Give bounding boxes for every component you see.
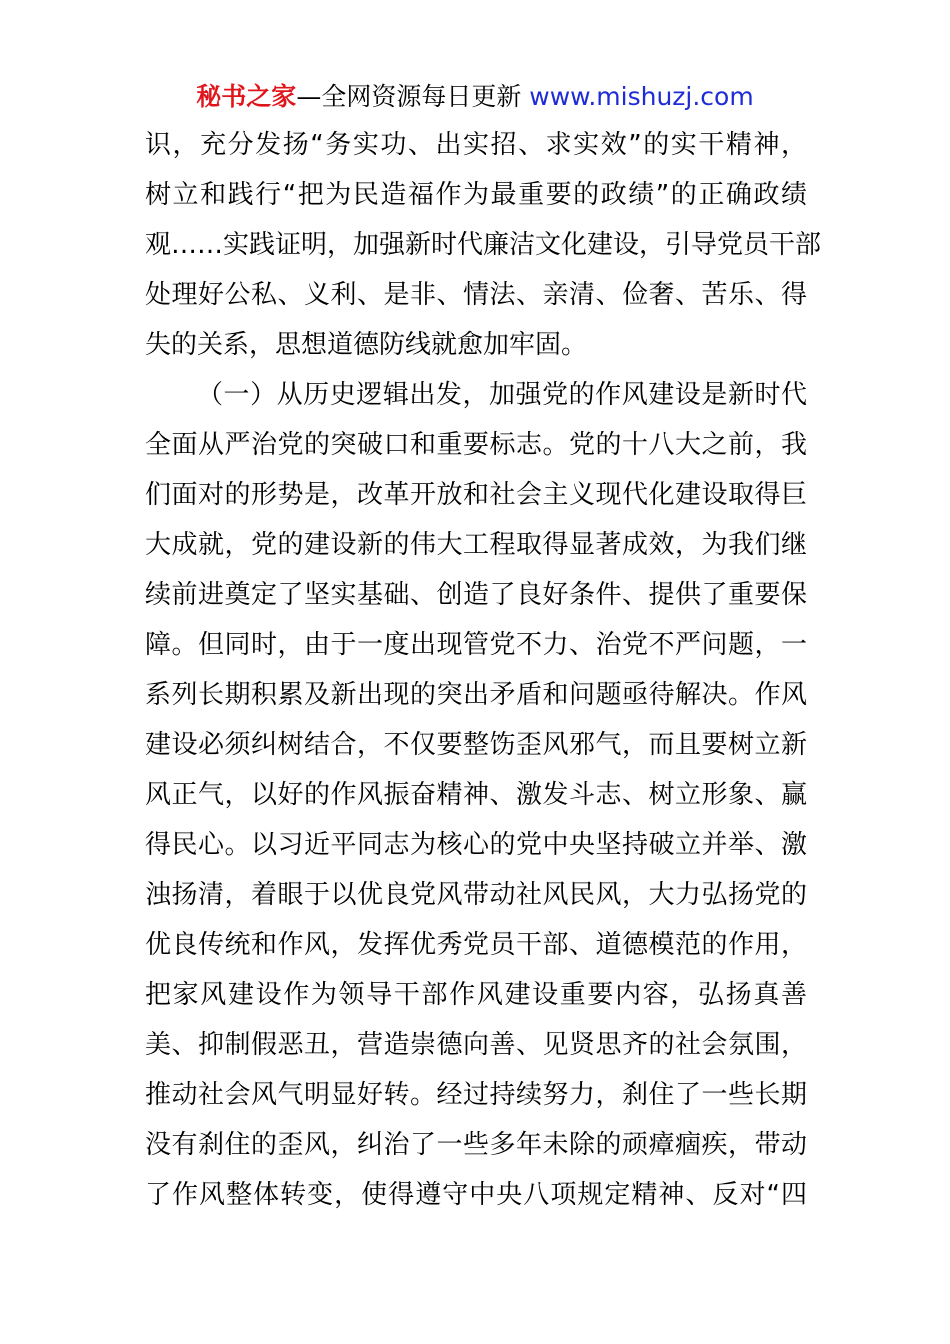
paragraph-first-line: （一）从历史逻辑出发，加强党的作风建设是新时代 <box>197 380 807 410</box>
text-line: 浊扬清，着眼于以优良党风带动社风民风，大力弘扬党的 <box>145 880 807 910</box>
text-line: 失的关系，思想道德防线就愈加牢固。 <box>145 330 588 360</box>
text-line: 美、抑制假恶丑，营造崇德向善、见贤思齐的社会氛围， <box>145 1030 807 1060</box>
text-line: 续前进奠定了坚实基础、创造了良好条件、提供了重要保 <box>145 580 807 610</box>
text-line: 处理好公私、义利、是非、情法、亲清、俭奢、苦乐、得 <box>145 280 807 310</box>
site-brand: 秘书之家 <box>196 82 297 111</box>
text-line: 们面对的形势是，改革开放和社会主义现代化建设取得巨 <box>145 480 807 510</box>
site-url-link[interactable]: www.mishuzj.com <box>529 82 754 111</box>
text-line: 风正气，以好的作风振奋精神、激发斗志、树立形象、赢 <box>145 780 807 810</box>
text-line: 优良传统和作风，发挥优秀党员干部、道德模范的作用， <box>145 930 807 960</box>
text-line: 障。但同时，由于一度出现管党不力、治党不严问题，一 <box>145 630 807 660</box>
text-line: 识，充分发扬“务实功、出实招、求实效”的实干精神， <box>145 130 807 160</box>
text-line: 建设必须纠树结合，不仅要整饬歪风邪气，而且要树立新 <box>145 730 807 760</box>
text-line: 观……实践证明，加强新时代廉洁文化建设，引导党员干部 <box>145 230 822 260</box>
text-line: 推动社会风气明显好转。经过持续努力，刹住了一些长期 <box>145 1080 807 1110</box>
text-line: 系列长期积累及新出现的突出矛盾和问题亟待解决。作风 <box>145 680 807 710</box>
text-line: 没有刹住的歪风，纠治了一些多年未除的顽瘴痼疾，带动 <box>145 1130 807 1160</box>
site-tagline: —全网资源每日更新 <box>296 82 522 111</box>
text-line: 把家风建设作为领导干部作风建设重要内容，弘扬真善 <box>145 980 807 1010</box>
text-line: 大成就，党的建设新的伟大工程取得显著成效，为我们继 <box>145 530 807 560</box>
text-line: 得民心。以习近平同志为核心的党中央坚持破立并举、激 <box>145 830 807 860</box>
page-header <box>0 80 950 114</box>
text-line: 全面从严治党的突破口和重要标志。党的十八大之前，我 <box>145 430 807 460</box>
text-line: 了作风整体转变，使得遵守中央八项规定精神、反对“四 <box>145 1180 807 1210</box>
text-line: 树立和践行“把为民造福作为最重要的政绩”的正确政绩 <box>145 180 807 210</box>
